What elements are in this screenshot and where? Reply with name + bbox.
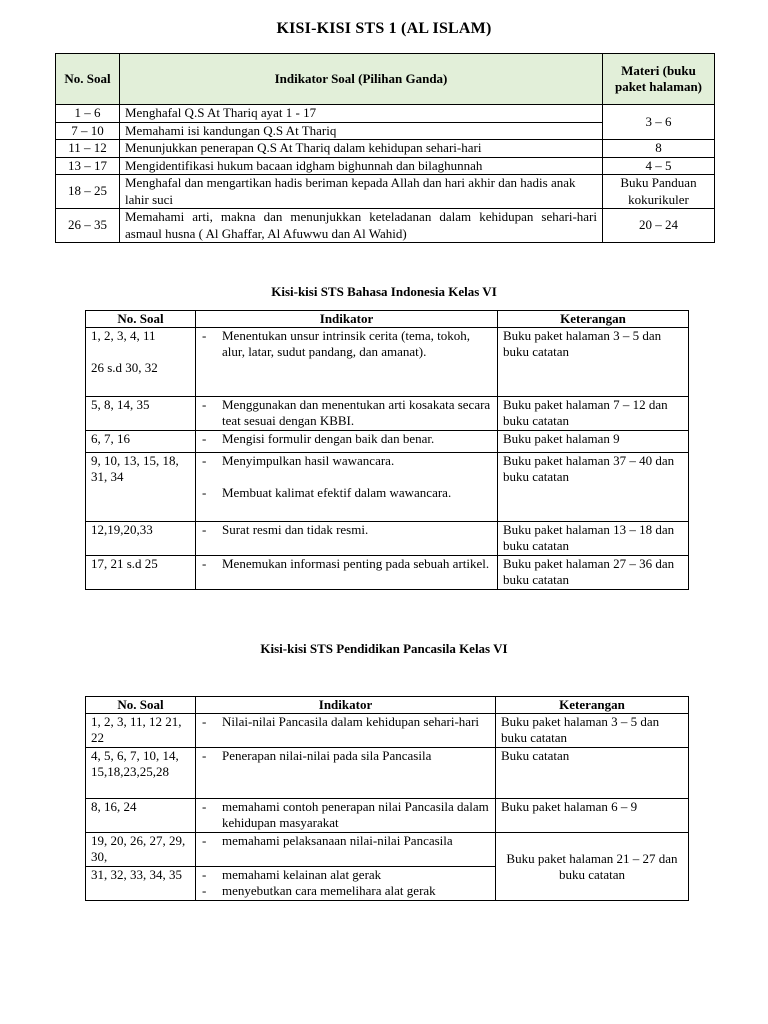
table-row <box>86 714 689 748</box>
cell-no: 7 – 10 <box>56 122 120 140</box>
header-keterangan: Keterangan <box>498 311 689 328</box>
bullet-dash: - <box>202 714 207 729</box>
title-bahasa-indonesia: Kisi-kisi STS Bahasa Indonesia Kelas VI <box>271 284 497 299</box>
cell-no: 11 – 12 <box>56 140 120 158</box>
indikator-text: Nilai-nilai Pancasila dalam kehidupan sehari-hari <box>222 714 480 729</box>
cell-no: 4, 5, 6, 7, 10, 14, 15,18,23,25,28 <box>86 748 196 799</box>
title-pendidikan-pancasila: Kisi-kisi STS Pendidikan Pancasila Kelas VI <box>260 641 508 656</box>
table-al-islam <box>55 53 715 243</box>
indikator-text: Menentukan unsur intrinsik cerita (tema, tokoh, alur, latar, sudut pandang, dan amanat). <box>222 328 471 359</box>
indikator-text: menyebutkan cara memelihara alat gerak <box>222 883 436 898</box>
header-no-soal: No. Soal <box>56 54 120 105</box>
table-row <box>56 209 715 243</box>
cell-no: 26 – 35 <box>56 209 120 243</box>
table-row <box>86 799 689 833</box>
header-no-soal: No. Soal <box>86 311 196 328</box>
bullet-dash: - <box>202 522 207 537</box>
bullet-dash: - <box>202 556 207 571</box>
cell-no: 1, 2, 3, 11, 12 21, 22 <box>86 714 196 748</box>
table-row <box>56 175 715 209</box>
table-row <box>86 431 689 453</box>
table-header-row <box>86 697 689 714</box>
header-indikator: Indikator <box>196 311 498 328</box>
indikator-text: Menemukan informasi penting pada sebuah artikel. <box>222 556 490 571</box>
bullet-dash: - <box>202 748 207 763</box>
cell-indikator <box>196 556 498 590</box>
cell-keterangan: Buku catatan <box>496 748 689 799</box>
cell-no: 12,19,20,33 <box>86 522 196 556</box>
cell-indikator: Menghafal dan mengartikan hadis beriman kepada Allah dan hari akhir dan hadis anak lahir suci <box>120 175 603 209</box>
cell-indikator <box>196 522 498 556</box>
cell-keterangan: Buku paket halaman 6 – 9 <box>496 799 689 833</box>
table-row <box>56 140 715 158</box>
cell-no-line: 26 s.d 30, 32 <box>91 360 158 375</box>
bullet-dash: - <box>202 431 207 446</box>
indikator-text: Menyimpulkan hasil wawancara. <box>222 453 395 468</box>
cell-no: 1 – 6 <box>56 105 120 123</box>
cell-materi: Buku Panduan kokurikuler <box>603 175 715 209</box>
cell-indikator <box>196 867 496 901</box>
table-row <box>56 157 715 175</box>
cell-indikator: Menghafal Q.S At Thariq ayat 1 - 17 <box>120 105 603 123</box>
bullet-dash: - <box>202 397 207 412</box>
cell-no: 6, 7, 16 <box>86 431 196 453</box>
cell-indikator <box>196 748 496 799</box>
table-row <box>86 397 689 431</box>
cell-no: 9, 10, 13, 15, 18, 31, 34 <box>86 453 196 522</box>
header-materi: Materi (buku paket halaman) <box>603 54 715 105</box>
cell-keterangan: Buku paket halaman 9 <box>498 431 689 453</box>
table-pendidikan-pancasila <box>85 696 689 901</box>
cell-no: 13 – 17 <box>56 157 120 175</box>
table-row <box>86 453 689 522</box>
cell-indikator: Memahami arti, makna dan menunjukkan keteladanan dalam kehidupan sehari-hari asmaul husna ( Al Ghaffar, Al Afuwwu dan Al Wahid) <box>120 209 603 243</box>
cell-indikator <box>196 453 498 522</box>
table-row <box>86 522 689 556</box>
cell-indikator <box>196 397 498 431</box>
table-row <box>86 748 689 799</box>
cell-no <box>86 328 196 397</box>
bullet-dash: - <box>202 328 207 343</box>
table-row <box>86 556 689 590</box>
indikator-text: Membuat kalimat efektif dalam wawancara. <box>222 485 452 500</box>
cell-indikator <box>196 833 496 867</box>
cell-no: 17, 21 s.d 25 <box>86 556 196 590</box>
cell-no-line: 1, 2, 3, 4, 11 <box>91 328 156 343</box>
indikator-text: memahami pelaksanaan nilai-nilai Pancasila <box>222 833 453 848</box>
cell-indikator <box>196 714 496 748</box>
cell-materi: 20 – 24 <box>603 209 715 243</box>
cell-keterangan: Buku paket halaman 13 – 18 dan buku catatan <box>498 522 689 556</box>
cell-no: 18 – 25 <box>56 175 120 209</box>
cell-indikator <box>196 328 498 397</box>
table-row <box>86 833 689 867</box>
cell-no: 8, 16, 24 <box>86 799 196 833</box>
cell-keterangan: Buku paket halaman 3 – 5 dan buku catatan <box>498 328 689 397</box>
cell-no: 19, 20, 26, 27, 29, 30, <box>86 833 196 867</box>
indikator-text: Surat resmi dan tidak resmi. <box>222 522 369 537</box>
cell-materi: 8 <box>603 140 715 158</box>
bullet-dash: - <box>202 799 207 814</box>
indikator-text: Mengisi formulir dengan baik dan benar. <box>222 431 435 446</box>
cell-indikator: Menunjukkan penerapan Q.S At Thariq dalam kehidupan sehari-hari <box>120 140 603 158</box>
bullet-dash: - <box>202 833 207 848</box>
header-indikator: Indikator <box>196 697 496 714</box>
indikator-text: memahami contoh penerapan nilai Pancasila dalam kehidupan masyarakat <box>222 799 489 830</box>
bullet-dash: - <box>202 485 207 500</box>
indikator-text: Menggunakan dan menentukan arti kosakata secara teat sesuai dengan KBBI. <box>222 397 491 428</box>
header-keterangan: Keterangan <box>496 697 689 714</box>
bullet-dash: - <box>202 867 207 882</box>
cell-indikator: Mengidentifikasi hukum bacaan idgham bighunnah dan bilaghunnah <box>120 157 603 175</box>
cell-indikator <box>196 799 496 833</box>
bullet-dash: - <box>202 883 207 898</box>
header-no-soal: No. Soal <box>86 697 196 714</box>
header-indikator: Indikator Soal (Pilihan Ganda) <box>120 54 603 105</box>
cell-materi: 3 – 6 <box>603 105 715 140</box>
cell-no: 31, 32, 33, 34, 35 <box>86 867 196 901</box>
table-row <box>86 328 689 397</box>
bullet-dash: - <box>202 453 207 468</box>
table-row <box>56 105 715 123</box>
indikator-text: memahami kelainan alat gerak <box>222 867 382 882</box>
cell-keterangan: Buku paket halaman 7 – 12 dan buku catatan <box>498 397 689 431</box>
cell-no: 5, 8, 14, 35 <box>86 397 196 431</box>
indikator-text: Penerapan nilai-nilai pada sila Pancasila <box>222 748 432 763</box>
cell-indikator <box>196 431 498 453</box>
title-al-islam: KISI-KISI STS 1 (AL ISLAM) <box>276 20 492 37</box>
table-header-row <box>56 54 715 105</box>
table-header-row <box>86 311 689 328</box>
cell-indikator: Memahami isi kandungan Q.S At Thariq <box>120 122 603 140</box>
cell-keterangan: Buku paket halaman 21 – 27 dan buku catatan <box>496 833 689 901</box>
cell-keterangan: Buku paket halaman 3 – 5 dan buku catatan <box>496 714 689 748</box>
cell-materi: 4 – 5 <box>603 157 715 175</box>
cell-keterangan: Buku paket halaman 27 – 36 dan buku catatan <box>498 556 689 590</box>
cell-keterangan: Buku paket halaman 37 – 40 dan buku catatan <box>498 453 689 522</box>
table-bahasa-indonesia <box>85 310 689 590</box>
